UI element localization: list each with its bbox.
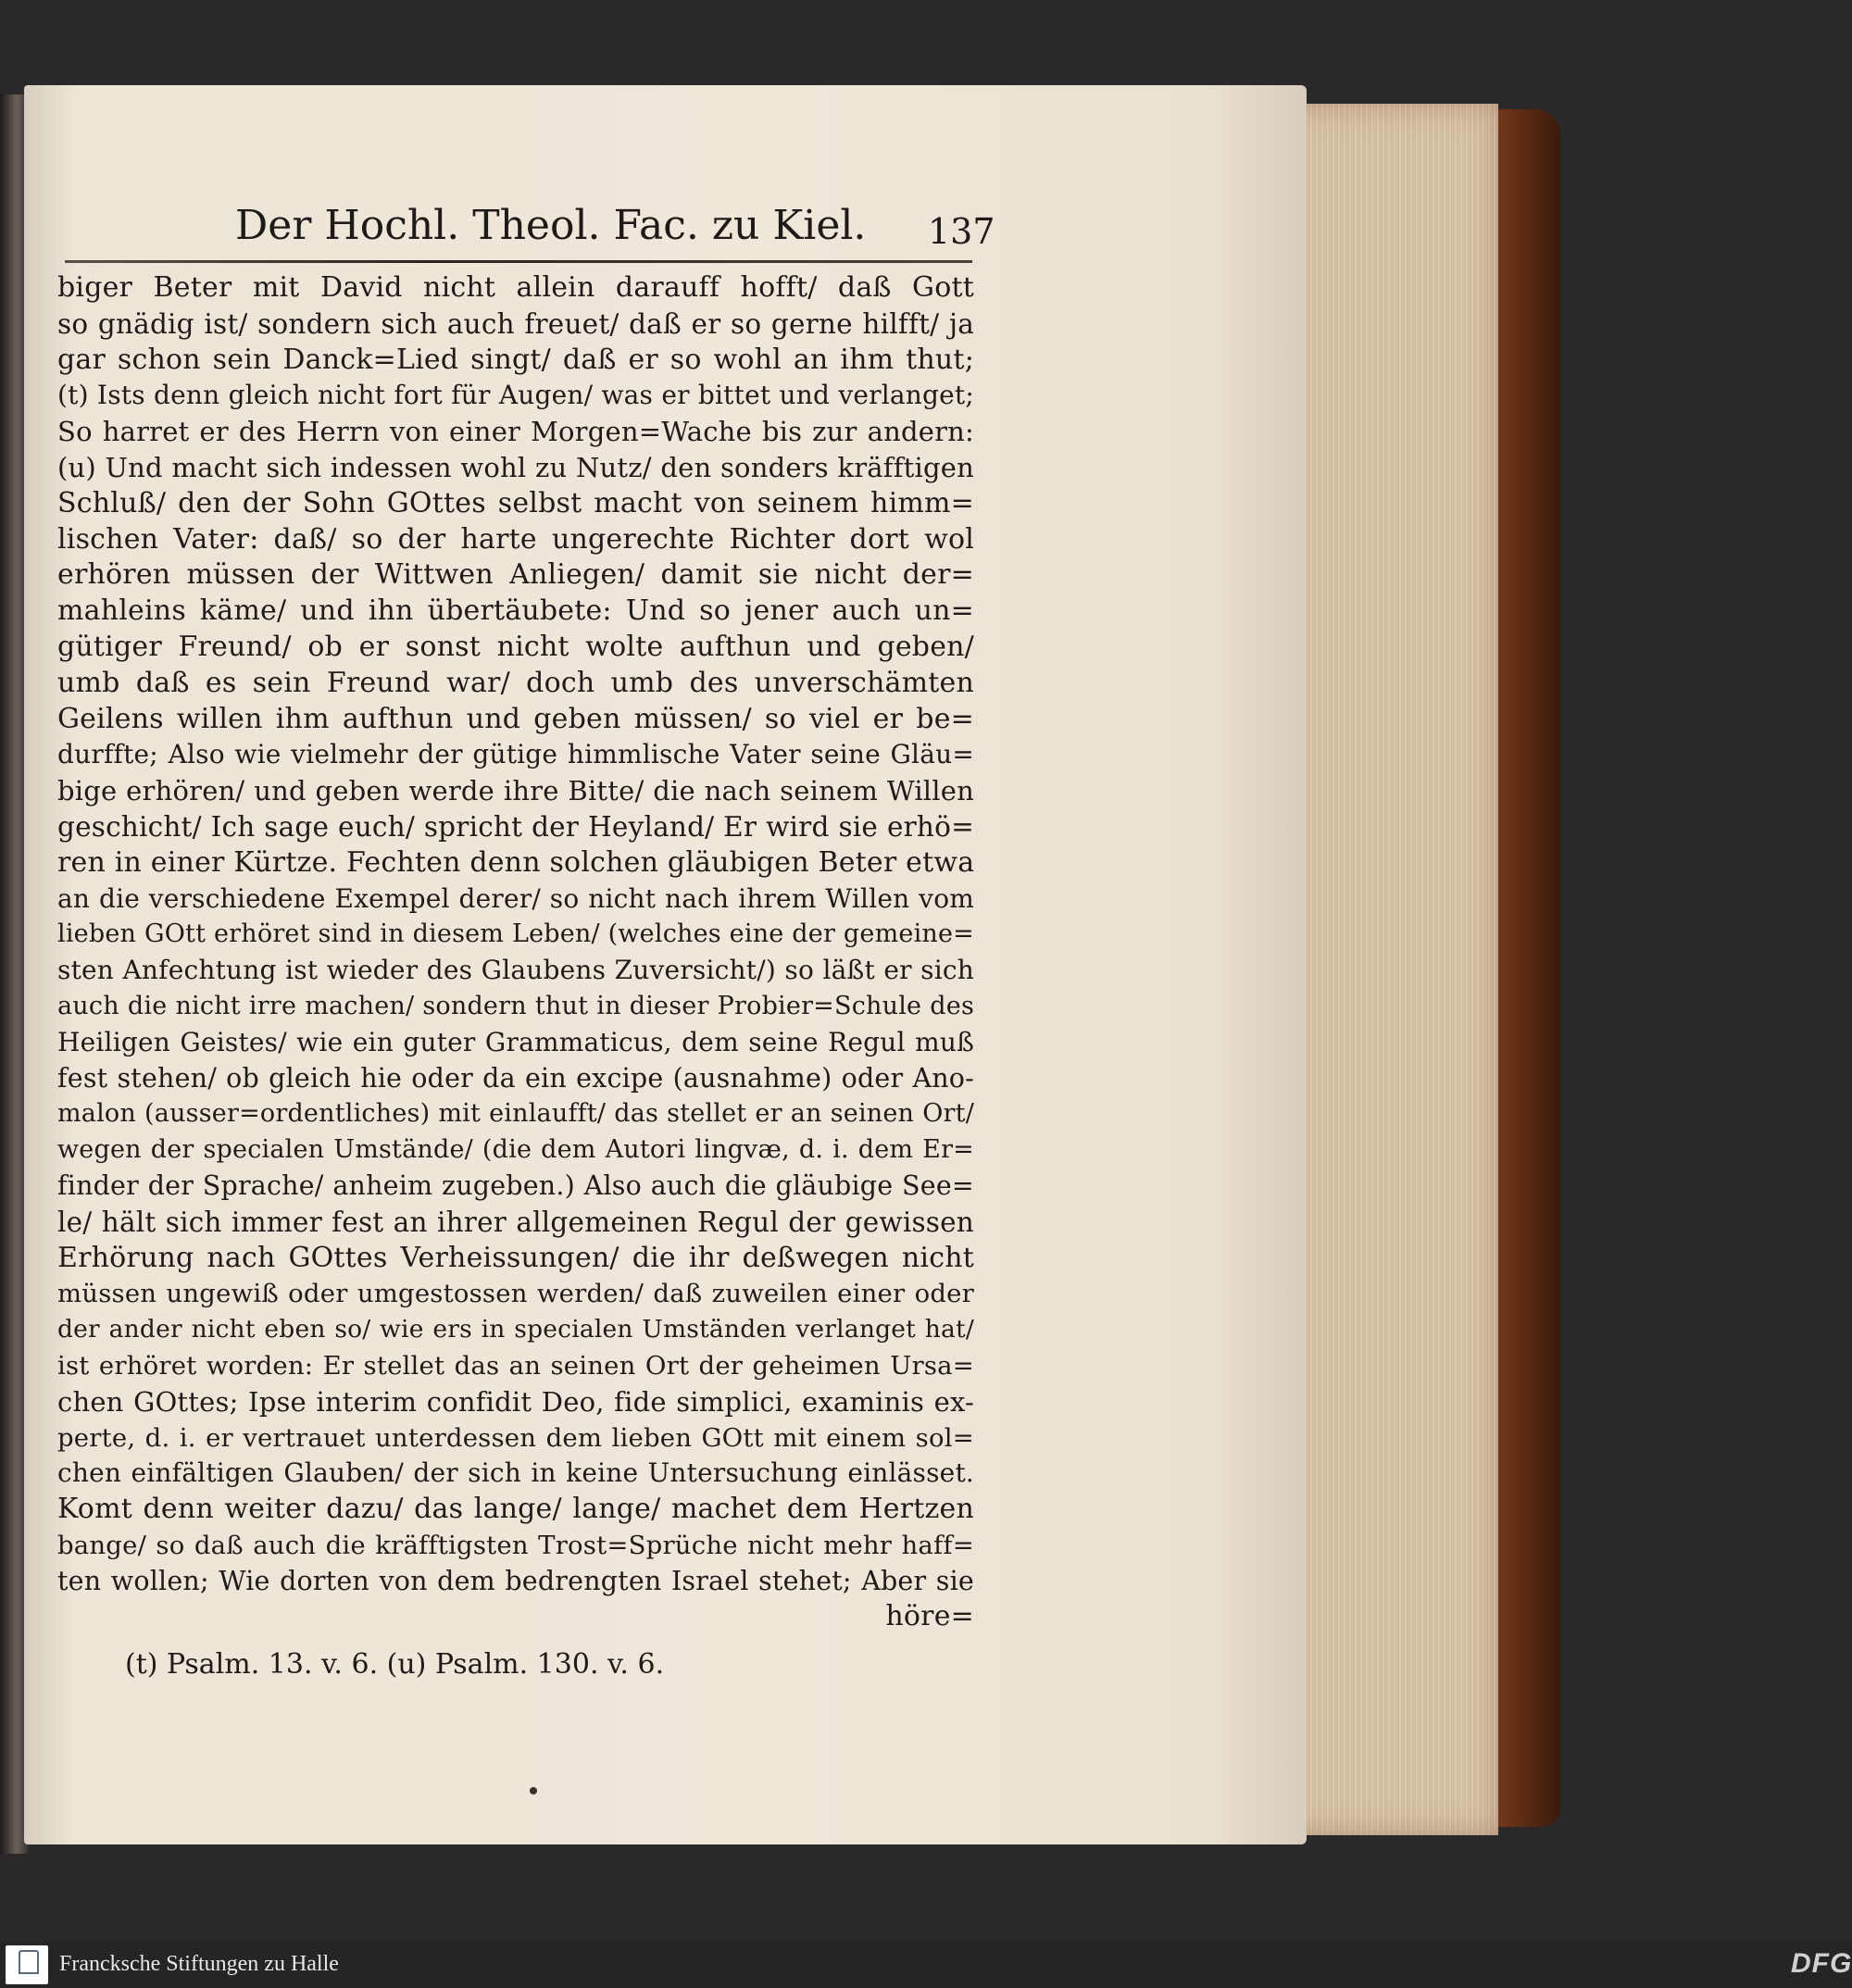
text-line: Schluß/ den der Sohn GOttes selbst macht von seinem himm= bbox=[57, 486, 974, 519]
text-line: (t) Ists denn gleich nicht fort für Augen/ was er bittet und verlanget; bbox=[57, 380, 974, 411]
text-line: (u) Und macht sich indessen wohl zu Nutz/ den sonders kräfftigen bbox=[57, 451, 974, 483]
head-rule bbox=[65, 260, 972, 263]
text-line: ten wollen; Wie dorten von dem bedrengten Israel stehet; Aber sie bbox=[57, 1565, 974, 1596]
text-line: So harret er des Herrn von einer Morgen=Wache bis zur andern: bbox=[57, 416, 974, 448]
text-line: müssen ungewiß oder umgestossen werden/ daß zuweilen einer oder bbox=[57, 1279, 974, 1309]
text-line: Geilens willen ihm aufthun und geben müssen/ so viel er be= bbox=[57, 702, 974, 735]
text-line: umb daß es sein Freund war/ doch umb des unverschämten bbox=[57, 666, 974, 699]
ink-dot bbox=[530, 1787, 537, 1794]
text-line: biger Beter mit David nicht allein darauff hofft/ daß Gott bbox=[57, 271, 974, 304]
text-line: ist erhöret worden: Er stellet das an seinen Ort der geheimen Ursa= bbox=[57, 1350, 974, 1381]
text-line: auch die nicht irre machen/ sondern thut in dieser Probier=Schule des bbox=[57, 991, 974, 1020]
text-line: Heiligen Geistes/ wie ein guter Grammaticus, dem seine Regul muß bbox=[57, 1026, 974, 1057]
institution-logo[interactable] bbox=[6, 1945, 48, 1984]
text-line: gar schon sein Danck=Lied singt/ daß er so wohl an ihm thut; bbox=[57, 343, 974, 376]
text-line: perte, d. i. er vertrauet unterdessen dem lieben GOtt mit einem sol= bbox=[57, 1422, 974, 1453]
text-line: Komt denn weiter dazu/ das lange/ lange/ machet dem Hertzen bbox=[57, 1493, 974, 1526]
text-line: chen GOttes; Ipse interim confidit Deo, fide simplici, examinis ex- bbox=[57, 1385, 974, 1418]
text-line: lischen Vater: daß/ so der harte ungerechte Richter dort wol bbox=[57, 522, 974, 556]
running-head bbox=[235, 202, 976, 257]
text-line: erhören müssen der Wittwen Anliegen/ damit sie nicht der= bbox=[57, 558, 974, 592]
text-line: finder der Sprache/ anheim zugeben.) Also auch die gläubige See= bbox=[57, 1169, 974, 1201]
text-line: mahleins käme/ und ihn übertäubete: Und so jener auch un= bbox=[57, 594, 974, 628]
text-line: malon (ausser=ordentliches) mit einlaufft/ das stellet er an seinen Ort/ bbox=[57, 1099, 974, 1129]
dfg-logo[interactable]: DFG bbox=[1791, 1948, 1852, 1979]
text-line: geschicht/ Ich sage euch/ spricht der Heyland/ Er wird sie erhö= bbox=[57, 810, 974, 843]
text-line: sten Anfechtung ist wieder des Glaubens Zuversicht/) so läßt er sich bbox=[57, 955, 974, 986]
text-line: bige erhören/ und geben werde ihre Bitte/ die nach seinem Willen bbox=[57, 775, 974, 807]
footnotes: (t) Psalm. 13. v. 6. (u) Psalm. 130. v. 6. bbox=[125, 1648, 665, 1681]
text-line: an die verschiedene Exempel derer/ so nicht nach ihrem Willen vom bbox=[57, 882, 974, 914]
text-line: durffte; Also wie vielmehr der gütige himmlische Vater seine Gläu= bbox=[57, 739, 974, 770]
text-line: le/ hält sich immer fest an ihrer allgemeinen Regul der gewissen bbox=[57, 1206, 974, 1238]
text-line: gütiger Freund/ ob er sonst nicht wolte aufthun und geben/ bbox=[57, 630, 974, 663]
text-line: der ander nicht eben so/ wie ers in specialen Umständen verlanget hat/ bbox=[57, 1315, 974, 1344]
institution-name[interactable]: Francksche Stiftungen zu Halle bbox=[59, 1952, 339, 1976]
text-line: wegen der specialen Umstände/ (die dem Autori lingvæ, d. i. dem Er= bbox=[57, 1135, 974, 1165]
text-line: chen einfältigen Glauben/ der sich in keine Untersuchung einlässet. bbox=[57, 1457, 974, 1489]
page-number: 137 bbox=[928, 211, 995, 252]
building-icon bbox=[19, 1950, 39, 1974]
text-line: höre= bbox=[885, 1600, 974, 1633]
text-line: ren in einer Kürtze. Fechten denn solchen gläubigen Beter etwa bbox=[57, 845, 975, 879]
text-line: Erhörung nach GOttes Verheissungen/ die ihr deßwegen nicht bbox=[57, 1241, 974, 1274]
text-line: so gnädig ist/ sondern sich auch freuet/ daß er so gerne hilfft/ ja bbox=[57, 307, 974, 340]
text-line: bange/ so daß auch die kräfftigsten Trost=Sprüche nicht mehr haff= bbox=[57, 1530, 974, 1560]
body-text bbox=[57, 270, 974, 1635]
running-head-title: Der Hochl. Theol. Fac. zu Kiel. bbox=[235, 202, 867, 249]
text-line: lieben GOtt erhöret sind in diesem Leben/ (welches eine der gemeine= bbox=[57, 919, 974, 949]
text-line: fest stehen/ ob gleich hie oder da ein excipe (ausnahme) oder Ano- bbox=[57, 1062, 974, 1094]
